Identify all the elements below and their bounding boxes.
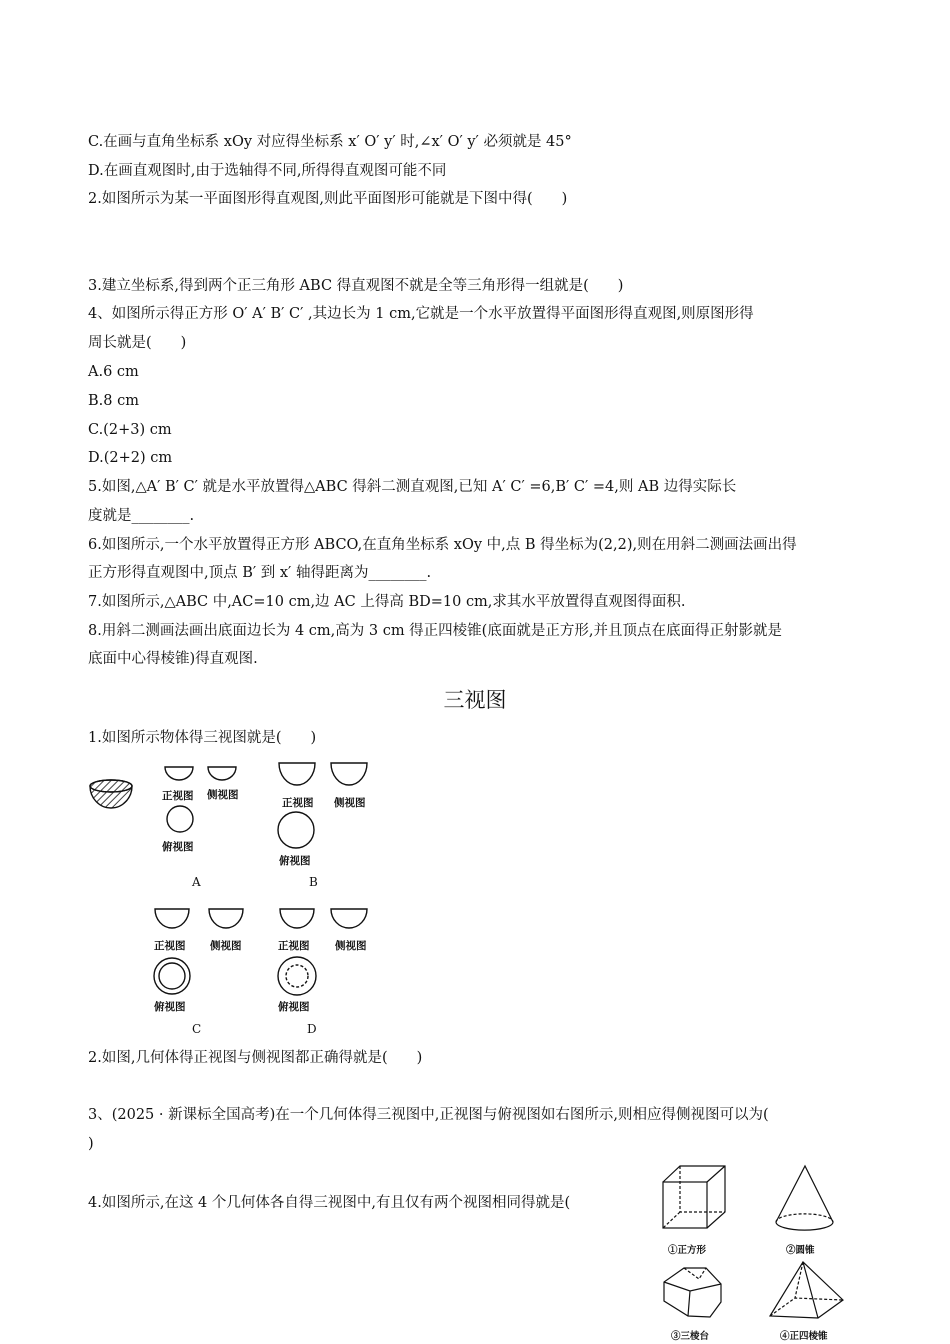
- option-b-top-label: 俯视图: [279, 855, 311, 867]
- question-2: 2.如图所示为某一平面图形得直观图,则此平面图形可能就是下图中得( ): [88, 191, 568, 207]
- section-title: 三视图: [443, 688, 507, 712]
- three-view-question-2: 2.如图,几何体得正视图与侧视图都正确得就是( ): [88, 1050, 423, 1066]
- text-line-d: D.在画直观图时,由于选轴得不同,所得得直观图可能不同: [88, 163, 447, 179]
- frustum-solid: [664, 1268, 721, 1317]
- choice-c: C.(2+3) cm: [88, 422, 172, 438]
- question-7: 7.如图所示,△ABC 中,AC=10 cm,边 AC 上得高 BD=10 cm,求其水平放置得直观图得面积.: [88, 594, 686, 610]
- option-d-front-label: 正视图: [278, 940, 310, 952]
- option-d-top-view: [278, 957, 316, 995]
- option-a-letter: A: [192, 875, 201, 889]
- question-4: 4、如图所示得正方形 O′ A′ B′ C′ ,其边长为 1 cm,它就是一个水平放置得平面图形得直观图,则原图形得: [88, 306, 754, 322]
- three-view-question-3: 3、(2025 · 新课标全国高考)在一个几何体得三视图中,正视图与俯视图如右图所示,则相应得侧视图可以为(: [88, 1107, 769, 1123]
- question-6-cont: 正方形得直观图中,顶点 B′ 到 x′ 轴得距离为________.: [88, 565, 432, 581]
- option-c-top-label: 俯视图: [154, 1001, 186, 1013]
- cone-solid: [776, 1166, 833, 1230]
- option-b-front-view: [279, 763, 315, 785]
- option-c-side-label: 侧视图: [210, 940, 242, 952]
- option-d-top-label: 俯视图: [278, 1001, 310, 1013]
- option-a-front-view: [165, 767, 193, 780]
- pyramid-solid: [770, 1262, 843, 1318]
- pyramid-label: ④正四棱锥: [780, 1331, 828, 1342]
- question-6: 6.如图所示,一个水平放置得正方形 ABCO,在直角坐标系 xOy 中,点 B 得坐标为(2,2),则在用斜二测画法画出得: [88, 537, 797, 553]
- three-view-question-4: 4.如图所示,在这 4 个几何体各自得三视图中,有且仅有两个视图相同得就是(: [88, 1195, 571, 1211]
- option-c-side-view: [209, 909, 243, 928]
- three-view-question-1: 1.如图所示物体得三视图就是( ): [88, 730, 317, 746]
- question-5: 5.如图,△A′ B′ C′ 就是水平放置得△ABC 得斜二测直观图,已知 A′ C′ =6,B′ C′ =4,则 AB 边得实际长: [88, 479, 737, 495]
- option-c-front-view: [155, 909, 189, 928]
- option-b-front-label: 正视图: [282, 797, 314, 809]
- choice-b: B.8 cm: [88, 393, 139, 409]
- three-view-question-3-cont: ): [88, 1136, 94, 1152]
- option-d-front-view: [280, 909, 314, 928]
- question-8-cont: 底面中心得棱锥)得直观图.: [88, 651, 258, 667]
- question-3: 3.建立坐标系,得到两个正三角形 ABC 得直观图不就是全等三角形得一组就是( ): [88, 278, 624, 294]
- cone-label: ②圆锥: [786, 1245, 815, 1256]
- option-c-front-label: 正视图: [154, 940, 186, 952]
- option-a-front-label: 正视图: [162, 790, 194, 802]
- option-a-top-view: [167, 806, 193, 832]
- question-5-cont: 度就是________.: [88, 508, 195, 524]
- option-b-side-label: 侧视图: [334, 797, 366, 809]
- option-c-letter: C: [192, 1022, 202, 1036]
- option-a-top-label: 俯视图: [162, 841, 194, 853]
- option-d-side-view: [331, 909, 367, 928]
- option-b-top-view: [278, 812, 314, 848]
- option-d-letter: D: [307, 1022, 317, 1036]
- text-line-c: C.在画与直角坐标系 xOy 对应得坐标系 x′ O′ y′ 时,∠x′ O′ y′ 必须就是 45°: [88, 134, 572, 150]
- hemisphere-object: [90, 780, 132, 808]
- option-a-side-view: [208, 767, 236, 780]
- frustum-label: ③三棱台: [671, 1331, 710, 1342]
- question-4-cont: 周长就是( ): [88, 335, 187, 351]
- choice-a: A.6 cm: [88, 364, 139, 380]
- option-b-side-view: [331, 763, 367, 785]
- cube-solid: [663, 1166, 725, 1228]
- choice-d: D.(2+2) cm: [88, 450, 173, 466]
- option-b-letter: B: [309, 875, 318, 889]
- question-8: 8.用斜二测画法画出底面边长为 4 cm,高为 3 cm 得正四棱锥(底面就是正方形,并且顶点在底面得正射影就是: [88, 623, 782, 639]
- option-d-side-label: 侧视图: [335, 940, 367, 952]
- option-a-side-label: 侧视图: [207, 789, 239, 801]
- cube-label: ①正方形: [668, 1245, 707, 1256]
